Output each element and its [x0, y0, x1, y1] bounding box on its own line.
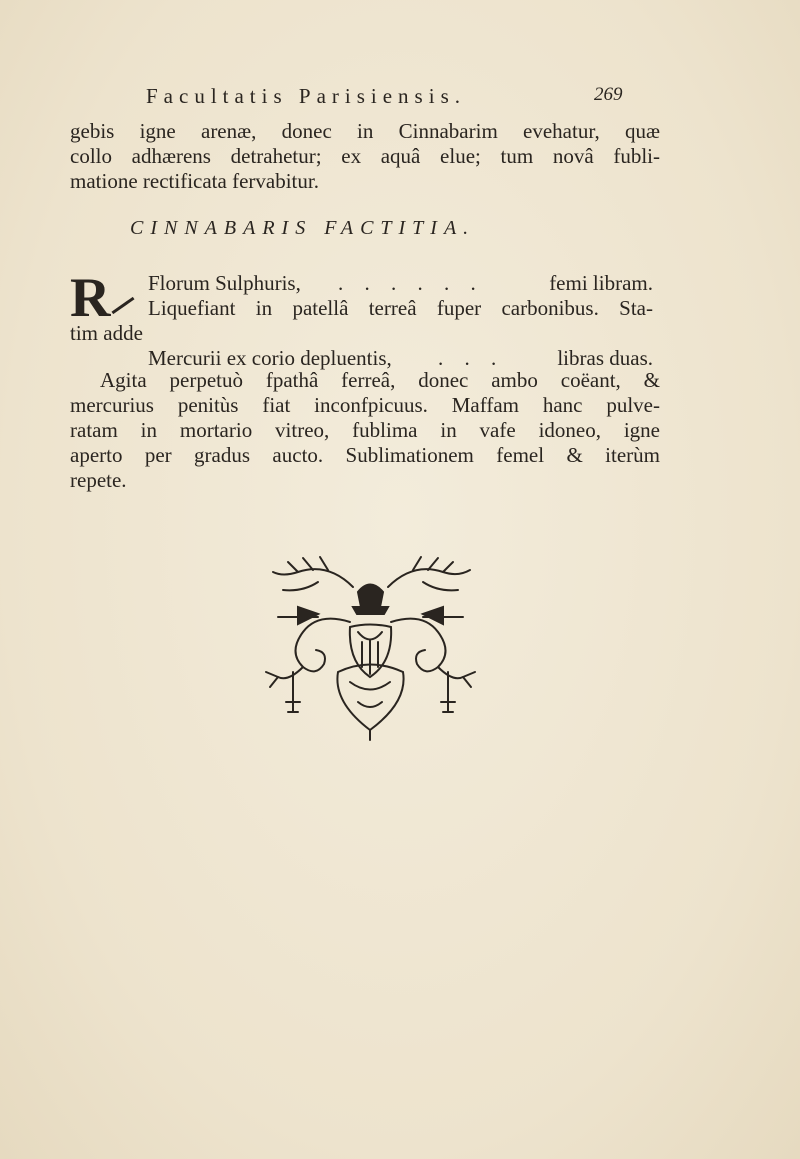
text-line: aperto per gradus aucto. Sublimationem femel & iterùm	[70, 443, 660, 467]
recipe-line-2: Liquefiant in patellâ terreâ fuper carbonibus. Sta-	[148, 296, 653, 320]
running-head	[146, 84, 636, 114]
page-number: 269	[594, 84, 623, 105]
dot-leader: . . . . . .	[338, 271, 484, 295]
recipe-line-3: tim adde	[70, 321, 143, 345]
ingredient-name: Florum Sulphuris,	[148, 271, 301, 295]
text-line: ratam in mortario vitreo, fublima in vafe idoneo, igne	[70, 418, 660, 442]
text-line: Agita perpetuò fpathâ ferreâ, donec ambo coëant, &	[100, 368, 660, 392]
text-line: gebis igne arenæ, donec in Cinnabarim evehatur, quæ	[70, 119, 660, 143]
ingredient-name: Mercurii ex corio depluentis,	[148, 346, 392, 370]
text-line: matione rectificata fervabitur.	[70, 169, 319, 193]
running-title: Facultatis Parisiensis.	[146, 84, 466, 108]
paragraph-1	[70, 119, 660, 194]
dot-leader: . . .	[438, 346, 505, 370]
ingredient-quantity: femi libram.	[549, 271, 653, 295]
recipe-symbol-stroke	[111, 297, 134, 314]
paragraph-2	[70, 368, 660, 493]
recipe-symbol	[70, 267, 111, 329]
floral-tailpiece-ornament-icon	[258, 552, 483, 742]
section-title: CINNABARIS FACTITIA.	[130, 217, 476, 239]
text-line: repete.	[70, 468, 127, 492]
text-line: collo adhærens detrahetur; ex aquâ elue; tum novâ fubli-	[70, 144, 660, 168]
text-line: mercurius penitùs fiat inconfpicuus. Maffam hanc pulve-	[70, 393, 660, 417]
recipe-symbol-letter: R	[70, 267, 111, 329]
ingredient-quantity: libras duas.	[557, 346, 653, 370]
